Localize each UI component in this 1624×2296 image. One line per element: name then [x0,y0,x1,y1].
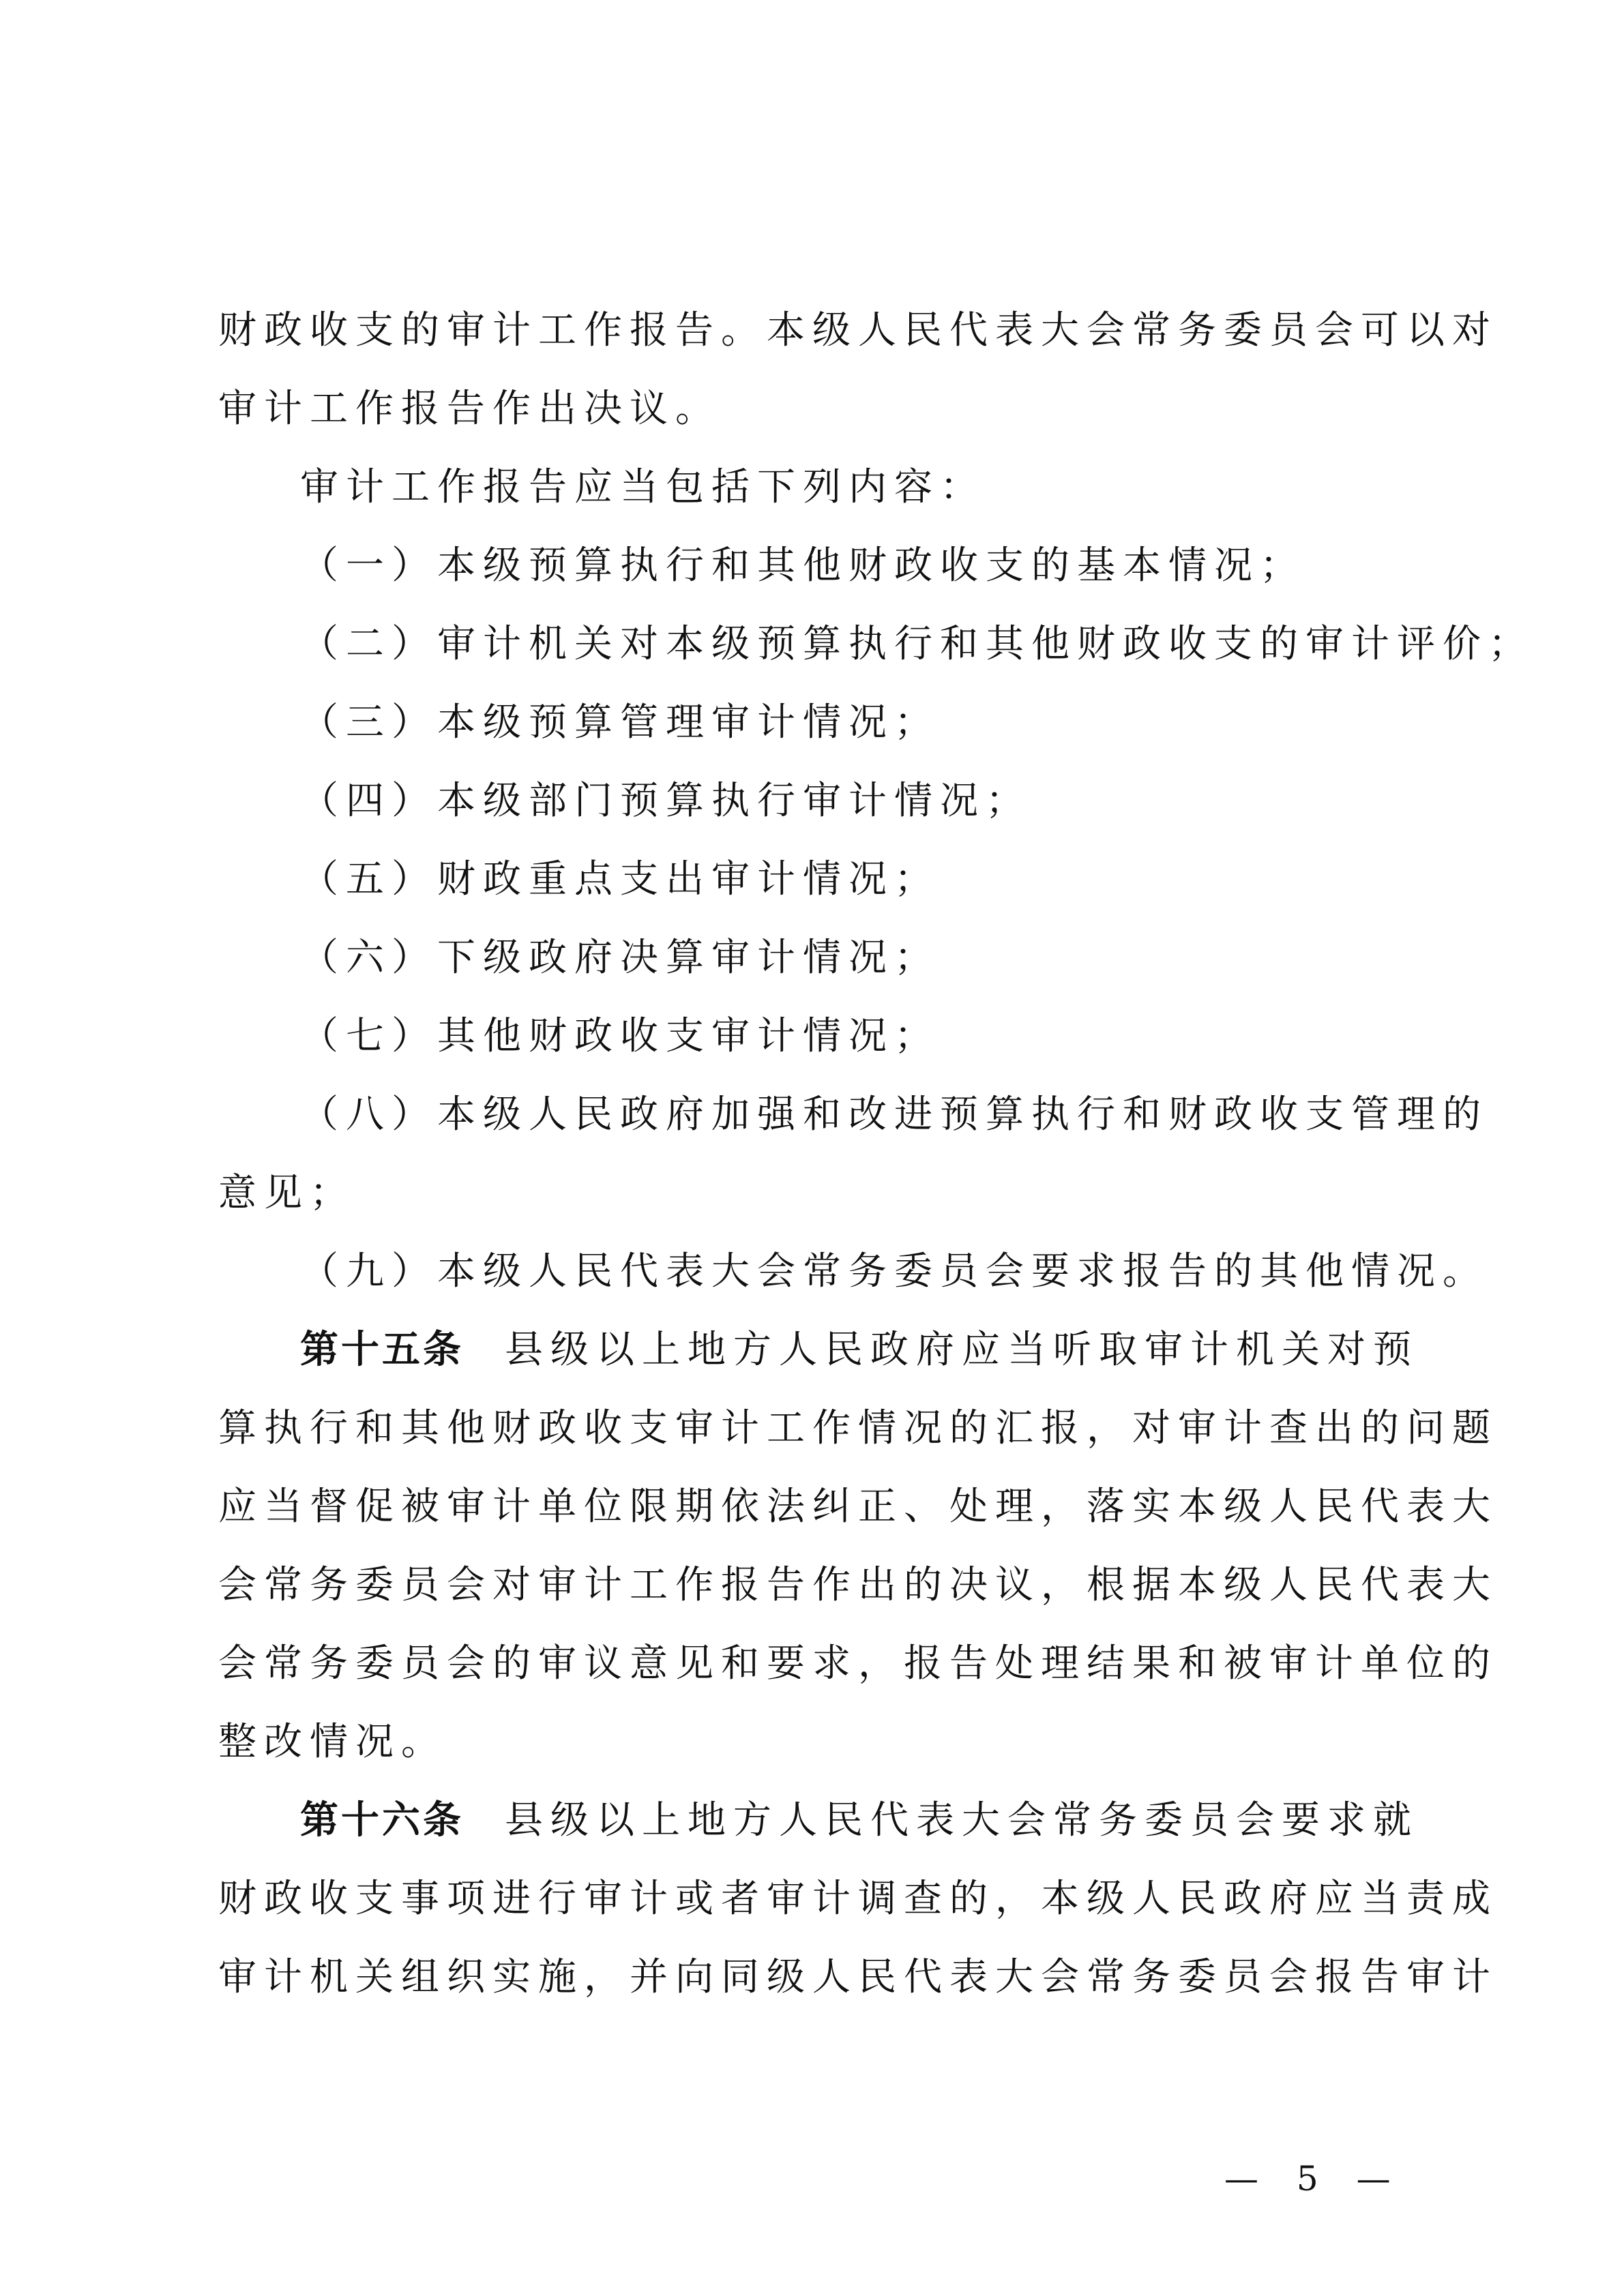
list-item: （三）本级预算管理审计情况； [300,700,940,745]
text-line: 财政收支事项进行审计或者审计调查的，本级人民政府应当责成 [218,1877,1498,1921]
text-line: 审计工作报告作出决议。 [218,387,721,431]
list-item: （七）其他财政收支审计情况； [300,1014,940,1058]
text-line: 财政收支的审计工作报告。本级人民代表大会常务委员会可以对 [218,308,1498,353]
article-16-first-line [300,1793,1514,1848]
list-item: （二）审计机关对本级预算执行和其他财政收支的审计评价； [300,622,1534,666]
list-item: （四）本级部门预算执行审计情况； [300,779,1031,823]
list-item: （六）下级政府决算审计情况； [300,936,940,980]
text-line: 算执行和其他财政收支审计工作情况的汇报，对审计查出的问题 [218,1406,1498,1450]
list-item: （九）本级人民代表大会常务委员会要求报告的其他情况。 [300,1249,1488,1294]
article-15-text: 县级以上地方人民政府应当听取审计机关对预 [505,1328,1419,1372]
article-15-heading: 第十五条 [300,1328,464,1372]
text-line: 会常务委员会对审计工作报告作出的决议，根据本级人民代表大 [218,1563,1498,1607]
article-16-heading: 第十六条 [300,1798,464,1843]
list-item: （八）本级人民政府加强和改进预算执行和财政收支管理的 [300,1092,1488,1137]
article-15-first-line [300,1323,1514,1377]
text-line: 整改情况。 [218,1720,447,1764]
text-line: 审计机关组织实施，并向同级人民代表大会常务委员会报告审计 [218,1955,1498,1999]
text-line: 会常务委员会的审议意见和要求，报告处理结果和被审计单位的 [218,1641,1498,1686]
text-line: 审计工作报告应当包括下列内容： [300,465,986,509]
article-16-text: 县级以上地方人民代表大会常务委员会要求就 [505,1798,1419,1843]
text-line: 意见； [218,1171,355,1215]
page-number: — 5 — [1224,2159,1404,2198]
list-item: （五）财政重点支出审计情况； [300,857,940,901]
text-line: 应当督促被审计单位限期依法纠正、处理，落实本级人民代表大 [218,1485,1498,1529]
list-item: （一）本级预算执行和其他财政收支的基本情况； [300,543,1305,588]
